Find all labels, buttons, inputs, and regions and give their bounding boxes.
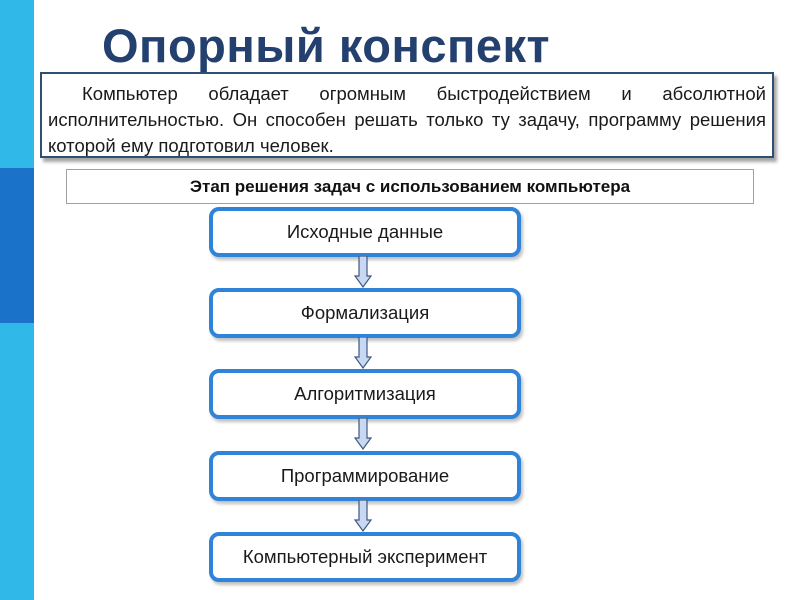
down-arrow-icon [354,418,372,450]
page-title: Опорный конспект [102,19,551,72]
step-algorithmization: Алгоритмизация [209,369,521,419]
summary-text: Компьютер обладает огромным быстродействием и абсолютной исполнительностью. Он способен решать только ту задачу, программу решения которой ему подготовил человек. [48,83,766,156]
step-computer-experiment: Компьютерный эксперимент [209,532,521,582]
step-programming: Программирование [209,451,521,501]
down-arrow-icon [354,256,372,288]
summary-box [40,72,774,158]
down-arrow-icon [354,337,372,369]
step-initial-data: Исходные данные [209,207,521,257]
left-accent-bar-dark [0,168,34,323]
down-arrow-icon [354,500,372,532]
step-formalization: Формализация [209,288,521,338]
stage-header: Этап решения задач с использованием компьютера [66,169,754,204]
